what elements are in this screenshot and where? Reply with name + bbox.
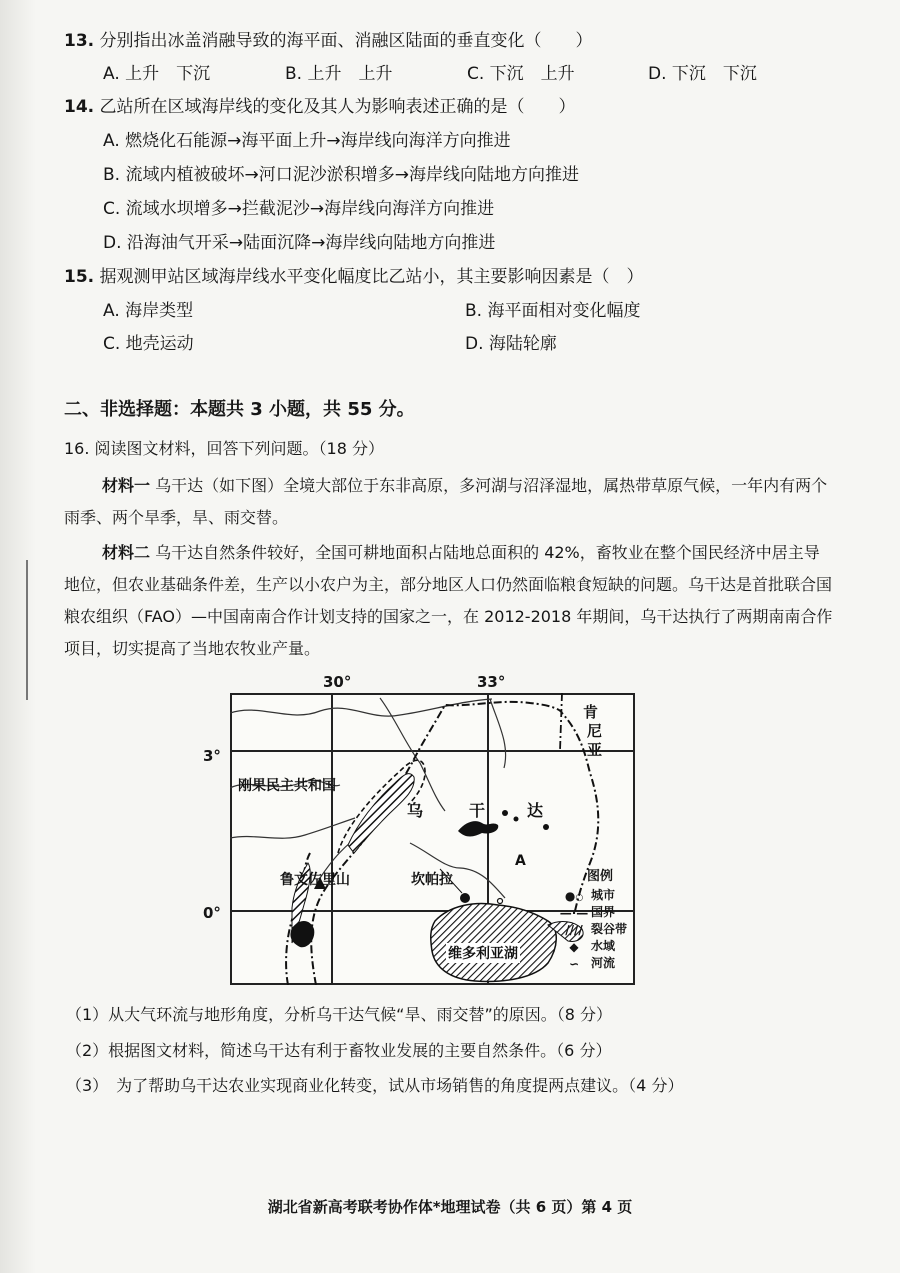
- label-kenya-2: 尼: [587, 722, 603, 740]
- question-14-stem: 乙站所在区域海岸线的变化及其人为影响表述正确的是（ ）: [99, 97, 576, 117]
- label-kenya-1: 肯: [583, 703, 599, 721]
- border-kenya: [560, 693, 562, 751]
- lat-label-3: 3°: [203, 747, 221, 765]
- q15-option-a[interactable]: A. 海岸类型: [103, 301, 194, 321]
- material-1: [64, 470, 834, 534]
- river-2: [490, 699, 506, 768]
- river-1: [230, 699, 492, 716]
- lon-label-30: 30°: [323, 673, 352, 691]
- q13-option-c[interactable]: C. 下沉 上升: [467, 64, 575, 84]
- lon-label-33: 33°: [477, 673, 506, 691]
- label-uganda-2: 干: [469, 801, 486, 820]
- label-uganda-3: 达: [527, 801, 544, 820]
- legend-city: ●○ 城市: [559, 886, 615, 903]
- q15-option-c[interactable]: C. 地壳运动: [103, 334, 194, 354]
- legend-river: ∽ 河流: [559, 954, 615, 971]
- legend-title: 图例: [587, 869, 614, 884]
- river-icon: ∽: [568, 956, 580, 971]
- material-1-text: 乌干达（如下图）全境大部位于东非高原，多河湖与沼泽湿地，属热带草原气候，一年内有两个雨季、两个旱季，旱、雨交替。: [64, 476, 828, 527]
- sub-question-1: （1）从大气环流与地形角度，分析乌干达气候“旱、雨交替”的原因。（8 分）: [66, 1005, 613, 1024]
- q13-option-a[interactable]: A. 上升 下沉: [103, 64, 211, 84]
- question-13-stem: 分别指出冰盖消融导致的海平面、消融区陆面的垂直变化（ ）: [99, 31, 593, 51]
- question-15-stem: 据观测甲站区域海岸线水平变化幅度比乙站小，其主要影响因素是（ ）: [99, 267, 644, 287]
- q13-option-b[interactable]: B. 上升 上升: [285, 64, 393, 84]
- question-16-stem: 16. 阅读图文材料，回答下列问题。（18 分）: [64, 439, 384, 458]
- lake-kyoga: [458, 821, 498, 836]
- uganda-map: [203, 673, 645, 993]
- label-rwenzori: 鲁文佐里山: [280, 872, 350, 888]
- question-14: 14. 乙站所在区域海岸线的变化及其人为影响表述正确的是（ ）: [64, 97, 576, 117]
- question-13: 13. 分别指出冰盖消融导致的海平面、消融区陆面的垂直变化（ ）: [64, 31, 593, 51]
- kampala-city-icon: [460, 893, 470, 903]
- q14-option-d[interactable]: D. 沿海油气开采→陆面沉降→海岸线向陆地方向推进: [103, 233, 496, 253]
- rift-hatch-icon: ////: [565, 922, 583, 937]
- label-congo: 刚果民主共和国: [238, 778, 336, 794]
- label-point-a: A: [515, 853, 526, 869]
- legend-rift: //// 裂谷带: [559, 920, 627, 937]
- material-2-label: 材料二: [102, 543, 151, 562]
- river-5: [230, 818, 355, 838]
- page-footer: 湖北省新高考联考协作体*地理试卷（共 6 页）第 4 页: [267, 1198, 633, 1216]
- q15-option-d[interactable]: D. 海陆轮廓: [465, 334, 557, 354]
- q14-option-a[interactable]: A. 燃烧化石能源→海平面上升→海岸线向海洋方向推进: [103, 131, 511, 151]
- question-15: 15. 据观测甲站区域海岸线水平变化幅度比乙站小，其主要影响因素是（ ）: [64, 267, 644, 287]
- q15-option-b[interactable]: B. 海平面相对变化幅度: [465, 301, 641, 321]
- label-kampala: 坎帕拉: [411, 872, 453, 888]
- material-2-text: 乌干达自然条件较好，全国可耕地面积占陆地总面积的 42%，畜牧业在整个国民经济中居主导地位，但农业基础条件差，生产以小农户为主，部分地区人口仍然面临粮食短缺的问题。乌干达是首批联合国粮农组织（FAO）—中国南南合作计划支持的国家之一，在 2012-2018 年期间，乌干达执行了两期南南合作项目，切实提高了当地农牧业产量。: [64, 543, 833, 658]
- city-icon: ●○: [564, 888, 584, 903]
- sub-question-2: （2）根据图文材料，简述乌干达有利于畜牧业发展的主要自然条件。（6 分）: [66, 1041, 612, 1060]
- lat-label-0: 0°: [203, 904, 221, 922]
- material-1-label: 材料一: [102, 476, 151, 495]
- rift-valley: [348, 774, 414, 853]
- water-icon: ◆: [569, 939, 579, 954]
- material-2: [64, 537, 834, 665]
- section-2-title: 二、非选择题：本题共 3 小题，共 55 分。: [64, 399, 415, 420]
- label-victoria: 维多利亚湖: [446, 943, 520, 963]
- town-marker-icon: [498, 899, 503, 904]
- scan-edge: [0, 0, 36, 1273]
- label-uganda-1: 乌: [407, 801, 424, 820]
- scan-mark: [26, 560, 28, 700]
- q14-option-c[interactable]: C. 流域水坝增多→拦截泥沙→海岸线向海洋方向推进: [103, 199, 495, 219]
- q13-option-d[interactable]: D. 下沉 下沉: [648, 64, 757, 84]
- legend-border: —·— 国界: [559, 905, 616, 920]
- label-kenya-3: 亚: [587, 741, 603, 759]
- legend-water: ◆ 水域: [559, 937, 615, 954]
- q14-option-b[interactable]: B. 流域内植被破坏→河口泥沙淤积增多→海岸线向陆地方向推进: [103, 165, 579, 185]
- border-icon: —·—: [559, 905, 589, 920]
- sub-question-3: （3） 为了帮助乌干达农业实现商业化转变，试从市场销售的角度提两点建议。（4 分）: [66, 1076, 684, 1095]
